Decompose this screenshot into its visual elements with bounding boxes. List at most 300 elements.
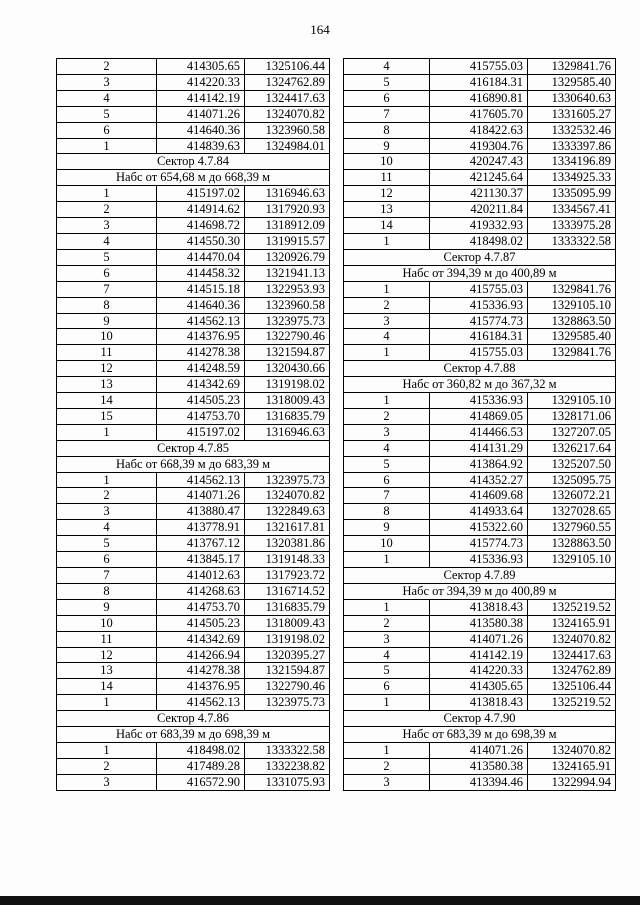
y-coordinate: 1329105.10 <box>528 297 616 313</box>
point-number: 15 <box>57 408 157 424</box>
point-number: 1 <box>344 233 430 249</box>
coordinate-row <box>344 504 616 520</box>
point-number: 12 <box>344 186 430 202</box>
y-coordinate: 1325106.44 <box>245 59 330 75</box>
point-number: 5 <box>57 249 157 265</box>
x-coordinate: 416184.31 <box>430 74 528 90</box>
x-coordinate: 413880.47 <box>157 504 245 520</box>
y-coordinate: 1319915.57 <box>245 233 330 249</box>
point-number: 6 <box>344 90 430 106</box>
y-coordinate: 1322790.46 <box>245 329 330 345</box>
coordinate-row <box>57 408 330 424</box>
point-number: 9 <box>57 599 157 615</box>
y-coordinate: 1323975.73 <box>245 695 330 711</box>
sector-title: Сектор 4.7.88 <box>344 361 616 377</box>
y-coordinate: 1328863.50 <box>528 313 616 329</box>
x-coordinate: 415336.93 <box>430 393 528 409</box>
coordinate-row <box>344 74 616 90</box>
y-coordinate: 1324070.82 <box>528 742 616 758</box>
sector-title-row <box>344 711 616 727</box>
point-number: 2 <box>57 758 157 774</box>
point-number: 9 <box>344 138 430 154</box>
coordinate-row <box>344 536 616 552</box>
y-coordinate: 1324417.63 <box>528 647 616 663</box>
coordinate-row <box>57 59 330 75</box>
x-coordinate: 413864.92 <box>430 456 528 472</box>
point-number: 1 <box>57 472 157 488</box>
point-number: 2 <box>57 202 157 218</box>
y-coordinate: 1334925.33 <box>528 170 616 186</box>
coordinate-row <box>344 615 616 631</box>
y-coordinate: 1320926.79 <box>245 249 330 265</box>
y-coordinate: 1328171.06 <box>528 408 616 424</box>
point-number: 12 <box>57 361 157 377</box>
coordinate-row <box>344 281 616 297</box>
x-coordinate: 413818.43 <box>430 695 528 711</box>
left-coordinate-table <box>56 58 329 791</box>
point-number: 5 <box>344 663 430 679</box>
point-number: 12 <box>57 647 157 663</box>
coordinate-row <box>57 233 330 249</box>
y-coordinate: 1321617.81 <box>245 520 330 536</box>
coordinate-row <box>57 663 330 679</box>
coordinate-row <box>344 774 616 790</box>
sector-title: Сектор 4.7.84 <box>57 154 330 170</box>
coordinate-row <box>344 233 616 249</box>
x-coordinate: 415755.03 <box>430 281 528 297</box>
x-coordinate: 420211.84 <box>430 202 528 218</box>
point-number: 14 <box>57 679 157 695</box>
point-number: 6 <box>57 122 157 138</box>
coordinate-row <box>344 742 616 758</box>
height-range: Набс от 683,39 м до 698,39 м <box>57 727 330 743</box>
x-coordinate: 413580.38 <box>430 615 528 631</box>
y-coordinate: 1333322.58 <box>528 233 616 249</box>
x-coordinate: 416184.31 <box>430 329 528 345</box>
coordinate-row <box>344 138 616 154</box>
x-coordinate: 414753.70 <box>157 599 245 615</box>
point-number: 4 <box>344 647 430 663</box>
y-coordinate: 1324762.89 <box>245 74 330 90</box>
y-coordinate: 1320395.27 <box>245 647 330 663</box>
point-number: 6 <box>57 552 157 568</box>
x-coordinate: 413580.38 <box>430 758 528 774</box>
point-number: 1 <box>57 186 157 202</box>
point-number: 3 <box>344 313 430 329</box>
coordinate-row <box>344 186 616 202</box>
y-coordinate: 1328863.50 <box>528 536 616 552</box>
coordinate-row <box>57 281 330 297</box>
height-range: Набс от 668,39 м до 683,39 м <box>57 456 330 472</box>
y-coordinate: 1325219.52 <box>528 695 616 711</box>
point-number: 4 <box>57 233 157 249</box>
coordinate-row <box>57 583 330 599</box>
x-coordinate: 418498.02 <box>430 233 528 249</box>
point-number: 1 <box>344 695 430 711</box>
x-coordinate: 421130.37 <box>430 186 528 202</box>
coordinate-row <box>344 520 616 536</box>
coordinate-row <box>344 679 616 695</box>
x-coordinate: 414352.27 <box>430 472 528 488</box>
y-coordinate: 1329585.40 <box>528 74 616 90</box>
y-coordinate: 1324070.82 <box>245 488 330 504</box>
point-number: 4 <box>344 440 430 456</box>
point-number: 2 <box>344 297 430 313</box>
x-coordinate: 414869.05 <box>430 408 528 424</box>
y-coordinate: 1323960.58 <box>245 297 330 313</box>
coordinate-row <box>344 345 616 361</box>
y-coordinate: 1322849.63 <box>245 504 330 520</box>
x-coordinate: 413778.91 <box>157 520 245 536</box>
y-coordinate: 1318912.09 <box>245 218 330 234</box>
point-number: 1 <box>57 742 157 758</box>
y-coordinate: 1332238.82 <box>245 758 330 774</box>
x-coordinate: 414470.04 <box>157 249 245 265</box>
x-coordinate: 417489.28 <box>157 758 245 774</box>
x-coordinate: 414071.26 <box>157 106 245 122</box>
height-range-row <box>344 727 616 743</box>
y-coordinate: 1331075.93 <box>245 774 330 790</box>
coordinate-row <box>344 393 616 409</box>
x-coordinate: 420247.43 <box>430 154 528 170</box>
coordinate-row <box>57 361 330 377</box>
x-coordinate: 415755.03 <box>430 59 528 75</box>
point-number: 4 <box>57 520 157 536</box>
coordinate-row <box>57 202 330 218</box>
x-coordinate: 419304.76 <box>430 138 528 154</box>
x-coordinate: 414278.38 <box>157 345 245 361</box>
coordinate-row <box>57 74 330 90</box>
x-coordinate: 414698.72 <box>157 218 245 234</box>
page-number: 164 <box>310 22 330 37</box>
sector-title-row <box>57 711 330 727</box>
y-coordinate: 1327960.55 <box>528 520 616 536</box>
point-number: 7 <box>57 281 157 297</box>
y-coordinate: 1316946.63 <box>245 424 330 440</box>
x-coordinate: 414550.30 <box>157 233 245 249</box>
y-coordinate: 1324984.01 <box>245 138 330 154</box>
coordinate-row <box>57 488 330 504</box>
sector-title: Сектор 4.7.85 <box>57 440 330 456</box>
point-number: 6 <box>344 679 430 695</box>
coordinate-row <box>57 568 330 584</box>
x-coordinate: 414266.94 <box>157 647 245 663</box>
coordinate-row <box>57 774 330 790</box>
coordinate-row <box>344 663 616 679</box>
x-coordinate: 414839.63 <box>157 138 245 154</box>
x-coordinate: 414458.32 <box>157 265 245 281</box>
coordinate-row <box>57 186 330 202</box>
x-coordinate: 414753.70 <box>157 408 245 424</box>
coordinate-row <box>344 218 616 234</box>
point-number: 7 <box>344 106 430 122</box>
x-coordinate: 414342.69 <box>157 377 245 393</box>
y-coordinate: 1329841.76 <box>528 345 616 361</box>
coordinate-row <box>344 170 616 186</box>
point-number: 1 <box>344 599 430 615</box>
point-number: 9 <box>344 520 430 536</box>
coordinate-row <box>57 504 330 520</box>
y-coordinate: 1323975.73 <box>245 313 330 329</box>
coordinate-row <box>344 90 616 106</box>
coordinate-row <box>57 679 330 695</box>
point-number: 5 <box>57 106 157 122</box>
y-coordinate: 1319198.02 <box>245 377 330 393</box>
y-coordinate: 1327207.05 <box>528 424 616 440</box>
point-number: 7 <box>57 568 157 584</box>
point-number: 1 <box>344 281 430 297</box>
point-number: 3 <box>57 774 157 790</box>
point-number: 13 <box>344 202 430 218</box>
point-number: 1 <box>344 345 430 361</box>
x-coordinate: 415336.93 <box>430 297 528 313</box>
x-coordinate: 415774.73 <box>430 536 528 552</box>
x-coordinate: 414505.23 <box>157 393 245 409</box>
coordinate-row <box>57 520 330 536</box>
coordinate-row <box>344 424 616 440</box>
y-coordinate: 1319148.33 <box>245 552 330 568</box>
right-table-body <box>344 59 616 791</box>
height-range: Набс от 360,82 м до 367,32 м <box>344 377 616 393</box>
coordinate-row <box>57 249 330 265</box>
coordinate-row <box>57 218 330 234</box>
x-coordinate: 414278.38 <box>157 663 245 679</box>
x-coordinate: 418498.02 <box>157 742 245 758</box>
y-coordinate: 1329105.10 <box>528 552 616 568</box>
point-number: 13 <box>57 377 157 393</box>
y-coordinate: 1322790.46 <box>245 679 330 695</box>
x-coordinate: 419332.93 <box>430 218 528 234</box>
x-coordinate: 414142.19 <box>430 647 528 663</box>
coordinate-row <box>57 329 330 345</box>
coordinate-row <box>57 536 330 552</box>
y-coordinate: 1335095.99 <box>528 186 616 202</box>
coordinate-row <box>344 552 616 568</box>
coordinate-row <box>57 472 330 488</box>
x-coordinate: 415774.73 <box>430 313 528 329</box>
x-coordinate: 414071.26 <box>157 488 245 504</box>
point-number: 10 <box>57 615 157 631</box>
y-coordinate: 1321594.87 <box>245 345 330 361</box>
y-coordinate: 1316714.52 <box>245 583 330 599</box>
y-coordinate: 1327028.65 <box>528 504 616 520</box>
x-coordinate: 414466.53 <box>430 424 528 440</box>
coordinate-row <box>57 599 330 615</box>
y-coordinate: 1321941.13 <box>245 265 330 281</box>
y-coordinate: 1334196.89 <box>528 154 616 170</box>
x-coordinate: 415197.02 <box>157 186 245 202</box>
y-coordinate: 1324070.82 <box>528 631 616 647</box>
y-coordinate: 1326072.21 <box>528 488 616 504</box>
coordinate-row <box>57 742 330 758</box>
y-coordinate: 1321594.87 <box>245 663 330 679</box>
y-coordinate: 1324165.91 <box>528 615 616 631</box>
point-number: 2 <box>344 758 430 774</box>
x-coordinate: 413845.17 <box>157 552 245 568</box>
x-coordinate: 414562.13 <box>157 313 245 329</box>
coordinate-row <box>344 106 616 122</box>
y-coordinate: 1316946.63 <box>245 186 330 202</box>
y-coordinate: 1329841.76 <box>528 59 616 75</box>
x-coordinate: 414142.19 <box>157 90 245 106</box>
point-number: 5 <box>344 74 430 90</box>
y-coordinate: 1325106.44 <box>528 679 616 695</box>
point-number: 11 <box>344 170 430 186</box>
coordinate-row <box>344 472 616 488</box>
x-coordinate: 415322.60 <box>430 520 528 536</box>
coordinate-row <box>344 122 616 138</box>
point-number: 10 <box>344 536 430 552</box>
sector-title: Сектор 4.7.90 <box>344 711 616 727</box>
coordinate-row <box>57 631 330 647</box>
point-number: 3 <box>57 218 157 234</box>
coordinate-row <box>344 59 616 75</box>
x-coordinate: 413818.43 <box>430 599 528 615</box>
x-coordinate: 414562.13 <box>157 695 245 711</box>
point-number: 8 <box>57 297 157 313</box>
y-coordinate: 1333397.86 <box>528 138 616 154</box>
point-number: 10 <box>344 154 430 170</box>
point-number: 14 <box>344 218 430 234</box>
coordinate-row <box>344 408 616 424</box>
point-number: 4 <box>57 90 157 106</box>
coordinate-row <box>57 424 330 440</box>
point-number: 2 <box>57 488 157 504</box>
y-coordinate: 1320381.86 <box>245 536 330 552</box>
y-coordinate: 1332532.46 <box>528 122 616 138</box>
point-number: 1 <box>344 552 430 568</box>
x-coordinate: 414376.95 <box>157 679 245 695</box>
sector-title-row <box>344 568 616 584</box>
coordinate-row <box>344 154 616 170</box>
coordinate-row <box>344 758 616 774</box>
left-table-body <box>57 59 330 791</box>
y-coordinate: 1322994.94 <box>528 774 616 790</box>
coordinate-row <box>344 631 616 647</box>
x-coordinate: 415336.93 <box>430 552 528 568</box>
y-coordinate: 1334567.41 <box>528 202 616 218</box>
x-coordinate: 414505.23 <box>157 615 245 631</box>
point-number: 4 <box>344 329 430 345</box>
x-coordinate: 414342.69 <box>157 631 245 647</box>
sector-title-row <box>57 440 330 456</box>
point-number: 8 <box>344 122 430 138</box>
x-coordinate: 414640.36 <box>157 122 245 138</box>
height-range-row <box>344 265 616 281</box>
x-coordinate: 414071.26 <box>430 631 528 647</box>
point-number: 1 <box>57 695 157 711</box>
y-coordinate: 1325207.50 <box>528 456 616 472</box>
x-coordinate: 414012.63 <box>157 568 245 584</box>
x-coordinate: 414914.62 <box>157 202 245 218</box>
y-coordinate: 1333975.28 <box>528 218 616 234</box>
coordinate-row <box>344 488 616 504</box>
y-coordinate: 1322953.93 <box>245 281 330 297</box>
y-coordinate: 1325095.75 <box>528 472 616 488</box>
height-range-row <box>344 583 616 599</box>
coordinate-row <box>57 106 330 122</box>
x-coordinate: 415755.03 <box>430 345 528 361</box>
y-coordinate: 1318009.43 <box>245 393 330 409</box>
x-coordinate: 414131.29 <box>430 440 528 456</box>
sector-title: Сектор 4.7.89 <box>344 568 616 584</box>
point-number: 1 <box>344 742 430 758</box>
sector-title-row <box>344 361 616 377</box>
height-range: Набс от 394,39 м до 400,89 м <box>344 583 616 599</box>
y-coordinate: 1320430.66 <box>245 361 330 377</box>
point-number: 3 <box>344 774 430 790</box>
y-coordinate: 1329105.10 <box>528 393 616 409</box>
x-coordinate: 414515.18 <box>157 281 245 297</box>
point-number: 1 <box>57 424 157 440</box>
x-coordinate: 415197.02 <box>157 424 245 440</box>
y-coordinate: 1333322.58 <box>245 742 330 758</box>
y-coordinate: 1329841.76 <box>528 281 616 297</box>
sector-title-row <box>57 154 330 170</box>
y-coordinate: 1326217.64 <box>528 440 616 456</box>
y-coordinate: 1317920.93 <box>245 202 330 218</box>
height-range: Набс от 394,39 м до 400,89 м <box>344 265 616 281</box>
point-number: 6 <box>57 265 157 281</box>
coordinate-row <box>57 265 330 281</box>
sector-title: Сектор 4.7.87 <box>344 249 616 265</box>
point-number: 13 <box>57 663 157 679</box>
point-number: 2 <box>344 615 430 631</box>
x-coordinate: 413767.12 <box>157 536 245 552</box>
y-coordinate: 1316835.79 <box>245 408 330 424</box>
height-range-row <box>57 170 330 186</box>
coordinate-row <box>344 297 616 313</box>
y-coordinate: 1324417.63 <box>245 90 330 106</box>
point-number: 4 <box>344 59 430 75</box>
x-coordinate: 414609.68 <box>430 488 528 504</box>
y-coordinate: 1325219.52 <box>528 599 616 615</box>
x-coordinate: 414220.33 <box>430 663 528 679</box>
point-number: 2 <box>344 408 430 424</box>
coordinate-row <box>57 695 330 711</box>
x-coordinate: 414640.36 <box>157 297 245 313</box>
coordinate-row <box>344 202 616 218</box>
y-coordinate: 1323960.58 <box>245 122 330 138</box>
height-range: Набс от 654,68 м до 668,39 м <box>57 170 330 186</box>
coordinate-row <box>57 647 330 663</box>
height-range-row <box>57 456 330 472</box>
x-coordinate: 414248.59 <box>157 361 245 377</box>
point-number: 1 <box>344 393 430 409</box>
y-coordinate: 1318009.43 <box>245 615 330 631</box>
point-number: 3 <box>57 74 157 90</box>
point-number: 1 <box>57 138 157 154</box>
point-number: 3 <box>344 631 430 647</box>
point-number: 8 <box>344 504 430 520</box>
height-range-row <box>57 727 330 743</box>
coordinate-row <box>57 345 330 361</box>
point-number: 6 <box>344 472 430 488</box>
y-coordinate: 1324762.89 <box>528 663 616 679</box>
point-number: 3 <box>57 504 157 520</box>
x-coordinate: 416890.81 <box>430 90 528 106</box>
point-number: 10 <box>57 329 157 345</box>
right-coordinate-table <box>343 58 615 791</box>
coordinate-row <box>57 758 330 774</box>
x-coordinate: 418422.63 <box>430 122 528 138</box>
coordinate-row <box>57 90 330 106</box>
y-coordinate: 1319198.02 <box>245 631 330 647</box>
y-coordinate: 1317923.72 <box>245 568 330 584</box>
coordinate-row <box>344 313 616 329</box>
coordinate-row <box>57 377 330 393</box>
point-number: 3 <box>344 424 430 440</box>
